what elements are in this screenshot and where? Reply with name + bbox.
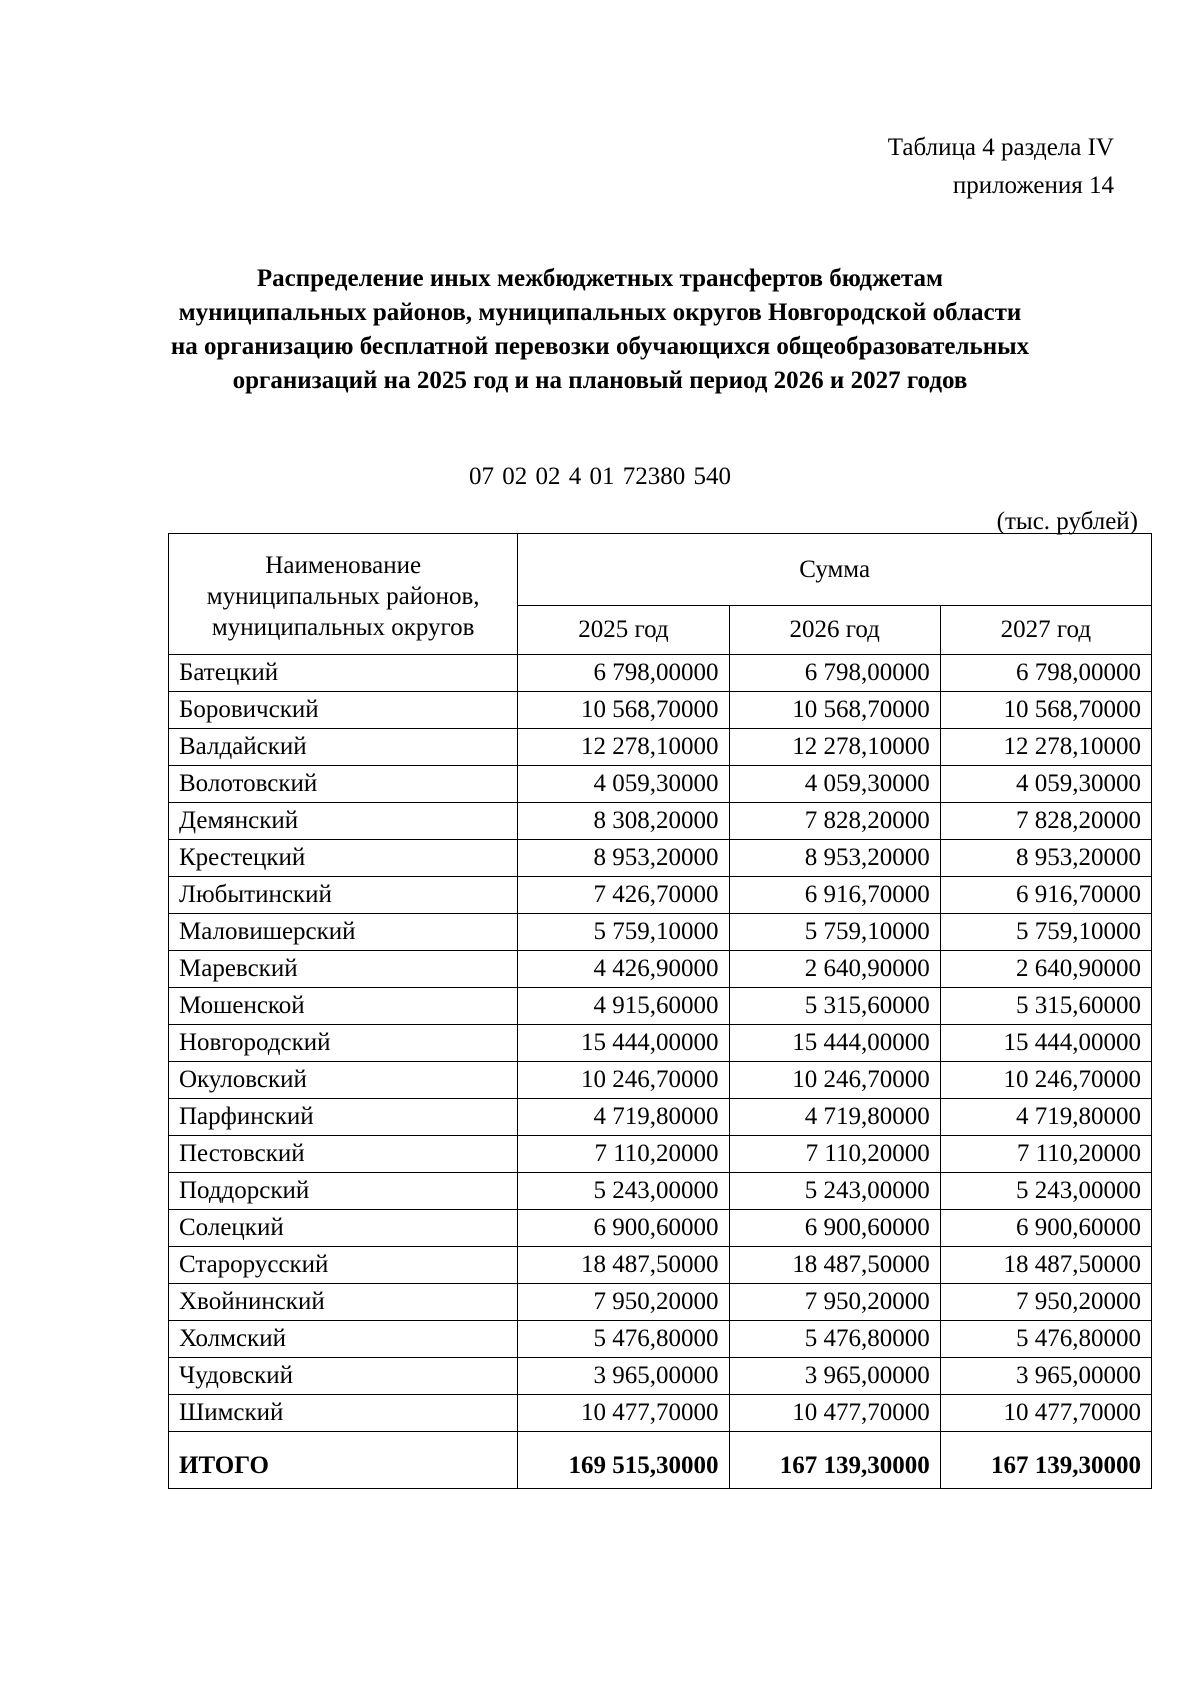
amount-2025: 5 243,00000 bbox=[518, 1173, 729, 1210]
municipality-name: Новгородский bbox=[169, 1025, 518, 1062]
amount-2027: 10 477,70000 bbox=[940, 1395, 1151, 1432]
table-header-row bbox=[169, 534, 1152, 606]
municipality-name: Хвойнинский bbox=[169, 1284, 518, 1321]
amount-2027: 4 719,80000 bbox=[940, 1099, 1151, 1136]
municipality-name: Солецкий bbox=[169, 1210, 518, 1247]
total-label: ИТОГО bbox=[169, 1432, 518, 1489]
municipality-name: Чудовский bbox=[169, 1358, 518, 1395]
amount-2026: 7 950,20000 bbox=[729, 1284, 940, 1321]
table-row bbox=[169, 692, 1152, 729]
amount-2025: 8 953,20000 bbox=[518, 840, 729, 877]
amount-2026: 4 059,30000 bbox=[729, 766, 940, 803]
table-row bbox=[169, 1210, 1152, 1247]
table-body bbox=[169, 655, 1152, 1489]
municipality-name: Мошенской bbox=[169, 988, 518, 1025]
municipality-name: Старорусский bbox=[169, 1247, 518, 1284]
amount-2025: 7 426,70000 bbox=[518, 877, 729, 914]
amount-2027: 7 828,20000 bbox=[940, 803, 1151, 840]
table-row bbox=[169, 1062, 1152, 1099]
amount-2027: 18 487,50000 bbox=[940, 1247, 1151, 1284]
amount-2027: 3 965,00000 bbox=[940, 1358, 1151, 1395]
municipality-name: Парфинский bbox=[169, 1099, 518, 1136]
amount-2027: 5 476,80000 bbox=[940, 1321, 1151, 1358]
amount-2027: 12 278,10000 bbox=[940, 729, 1151, 766]
amount-2025: 10 568,70000 bbox=[518, 692, 729, 729]
table-row bbox=[169, 1358, 1152, 1395]
municipality-name: Холмский bbox=[169, 1321, 518, 1358]
total-row bbox=[169, 1432, 1152, 1489]
amount-2026: 2 640,90000 bbox=[729, 951, 940, 988]
unit-label: (тыс. рублей) bbox=[996, 508, 1138, 535]
amount-2025: 15 444,00000 bbox=[518, 1025, 729, 1062]
municipality-name: Маревский bbox=[169, 951, 518, 988]
header-municipality-name: Наименование муниципальных районов, муниципальных округов bbox=[169, 534, 518, 655]
header-year-2025: 2025 год bbox=[518, 606, 729, 655]
amount-2025: 7 110,20000 bbox=[518, 1136, 729, 1173]
amount-2026: 5 315,60000 bbox=[729, 988, 940, 1025]
municipality-name: Крестецкий bbox=[169, 840, 518, 877]
municipality-name: Волотовский bbox=[169, 766, 518, 803]
amount-2027: 6 900,60000 bbox=[940, 1210, 1151, 1247]
amount-2027: 7 110,20000 bbox=[940, 1136, 1151, 1173]
amount-2025: 18 487,50000 bbox=[518, 1247, 729, 1284]
total-amount-2027: 167 139,30000 bbox=[940, 1432, 1151, 1489]
table-row bbox=[169, 914, 1152, 951]
amount-2027: 10 568,70000 bbox=[940, 692, 1151, 729]
total-amount-2025: 169 515,30000 bbox=[518, 1432, 729, 1489]
table-row bbox=[169, 877, 1152, 914]
amount-2026: 10 477,70000 bbox=[729, 1395, 940, 1432]
amount-2026: 5 476,80000 bbox=[729, 1321, 940, 1358]
amount-2026: 8 953,20000 bbox=[729, 840, 940, 877]
amount-2025: 4 915,60000 bbox=[518, 988, 729, 1025]
amount-2025: 5 476,80000 bbox=[518, 1321, 729, 1358]
municipality-name: Боровичский bbox=[169, 692, 518, 729]
budget-classification-code: 07 02 02 4 01 72380 540 bbox=[469, 463, 731, 490]
header-sum: Сумма bbox=[518, 534, 1152, 606]
amount-2026: 15 444,00000 bbox=[729, 1025, 940, 1062]
header-year-2027: 2027 год bbox=[940, 606, 1151, 655]
amount-2025: 12 278,10000 bbox=[518, 729, 729, 766]
appendix-reference: приложения 14 bbox=[952, 172, 1114, 199]
header-year-2026: 2026 год bbox=[729, 606, 940, 655]
amount-2026: 3 965,00000 bbox=[729, 1358, 940, 1395]
table-row bbox=[169, 840, 1152, 877]
table-row bbox=[169, 1284, 1152, 1321]
municipality-name: Поддорский bbox=[169, 1173, 518, 1210]
amount-2025: 10 246,70000 bbox=[518, 1062, 729, 1099]
municipality-name: Любытинский bbox=[169, 877, 518, 914]
table-row bbox=[169, 1025, 1152, 1062]
amount-2026: 7 828,20000 bbox=[729, 803, 940, 840]
amount-2025: 6 798,00000 bbox=[518, 655, 729, 692]
amount-2027: 2 640,90000 bbox=[940, 951, 1151, 988]
municipality-name: Окуловский bbox=[169, 1062, 518, 1099]
table-row bbox=[169, 729, 1152, 766]
amount-2027: 5 243,00000 bbox=[940, 1173, 1151, 1210]
table-row bbox=[169, 803, 1152, 840]
amount-2026: 5 759,10000 bbox=[729, 914, 940, 951]
table-row bbox=[169, 1136, 1152, 1173]
amount-2027: 6 916,70000 bbox=[940, 877, 1151, 914]
municipality-name: Валдайский bbox=[169, 729, 518, 766]
table-reference: Таблица 4 раздела IV bbox=[887, 134, 1114, 161]
amount-2025: 6 900,60000 bbox=[518, 1210, 729, 1247]
amount-2025: 5 759,10000 bbox=[518, 914, 729, 951]
table-row bbox=[169, 766, 1152, 803]
amount-2025: 8 308,20000 bbox=[518, 803, 729, 840]
table-row bbox=[169, 951, 1152, 988]
amount-2026: 5 243,00000 bbox=[729, 1173, 940, 1210]
table-row bbox=[169, 988, 1152, 1025]
amount-2027: 8 953,20000 bbox=[940, 840, 1151, 877]
municipality-name: Маловишерский bbox=[169, 914, 518, 951]
municipality-name: Батецкий bbox=[169, 655, 518, 692]
total-amount-2026: 167 139,30000 bbox=[729, 1432, 940, 1489]
table-row bbox=[169, 1321, 1152, 1358]
amount-2027: 6 798,00000 bbox=[940, 655, 1151, 692]
table-row bbox=[169, 1395, 1152, 1432]
municipality-name: Шимский bbox=[169, 1395, 518, 1432]
amount-2027: 15 444,00000 bbox=[940, 1025, 1151, 1062]
amount-2026: 4 719,80000 bbox=[729, 1099, 940, 1136]
amount-2027: 5 759,10000 bbox=[940, 914, 1151, 951]
amount-2026: 12 278,10000 bbox=[729, 729, 940, 766]
table-row bbox=[169, 1247, 1152, 1284]
amount-2025: 7 950,20000 bbox=[518, 1284, 729, 1321]
amount-2025: 4 719,80000 bbox=[518, 1099, 729, 1136]
amount-2026: 6 900,60000 bbox=[729, 1210, 940, 1247]
transfers-table bbox=[168, 533, 1152, 1489]
amount-2026: 10 246,70000 bbox=[729, 1062, 940, 1099]
amount-2027: 4 059,30000 bbox=[940, 766, 1151, 803]
amount-2027: 10 246,70000 bbox=[940, 1062, 1151, 1099]
amount-2025: 3 965,00000 bbox=[518, 1358, 729, 1395]
table-row bbox=[169, 655, 1152, 692]
municipality-name: Демянский bbox=[169, 803, 518, 840]
amount-2027: 7 950,20000 bbox=[940, 1284, 1151, 1321]
amount-2026: 7 110,20000 bbox=[729, 1136, 940, 1173]
amount-2025: 4 059,30000 bbox=[518, 766, 729, 803]
amount-2027: 5 315,60000 bbox=[940, 988, 1151, 1025]
amount-2025: 4 426,90000 bbox=[518, 951, 729, 988]
table-row bbox=[169, 1173, 1152, 1210]
amount-2026: 6 916,70000 bbox=[729, 877, 940, 914]
municipality-name: Пестовский bbox=[169, 1136, 518, 1173]
document-title: Распределение иных межбюджетных трансфертов бюджетам муниципальных районов, муниципальных округов Новгородской области на организацию бесплатной перевозки обучающихся общеобразовательных организаций на 2025 год и на плановый период 2026 и 2027 годов bbox=[170, 265, 1030, 394]
amount-2026: 10 568,70000 bbox=[729, 692, 940, 729]
amount-2026: 6 798,00000 bbox=[729, 655, 940, 692]
amount-2025: 10 477,70000 bbox=[518, 1395, 729, 1432]
table-row bbox=[169, 1099, 1152, 1136]
amount-2026: 18 487,50000 bbox=[729, 1247, 940, 1284]
